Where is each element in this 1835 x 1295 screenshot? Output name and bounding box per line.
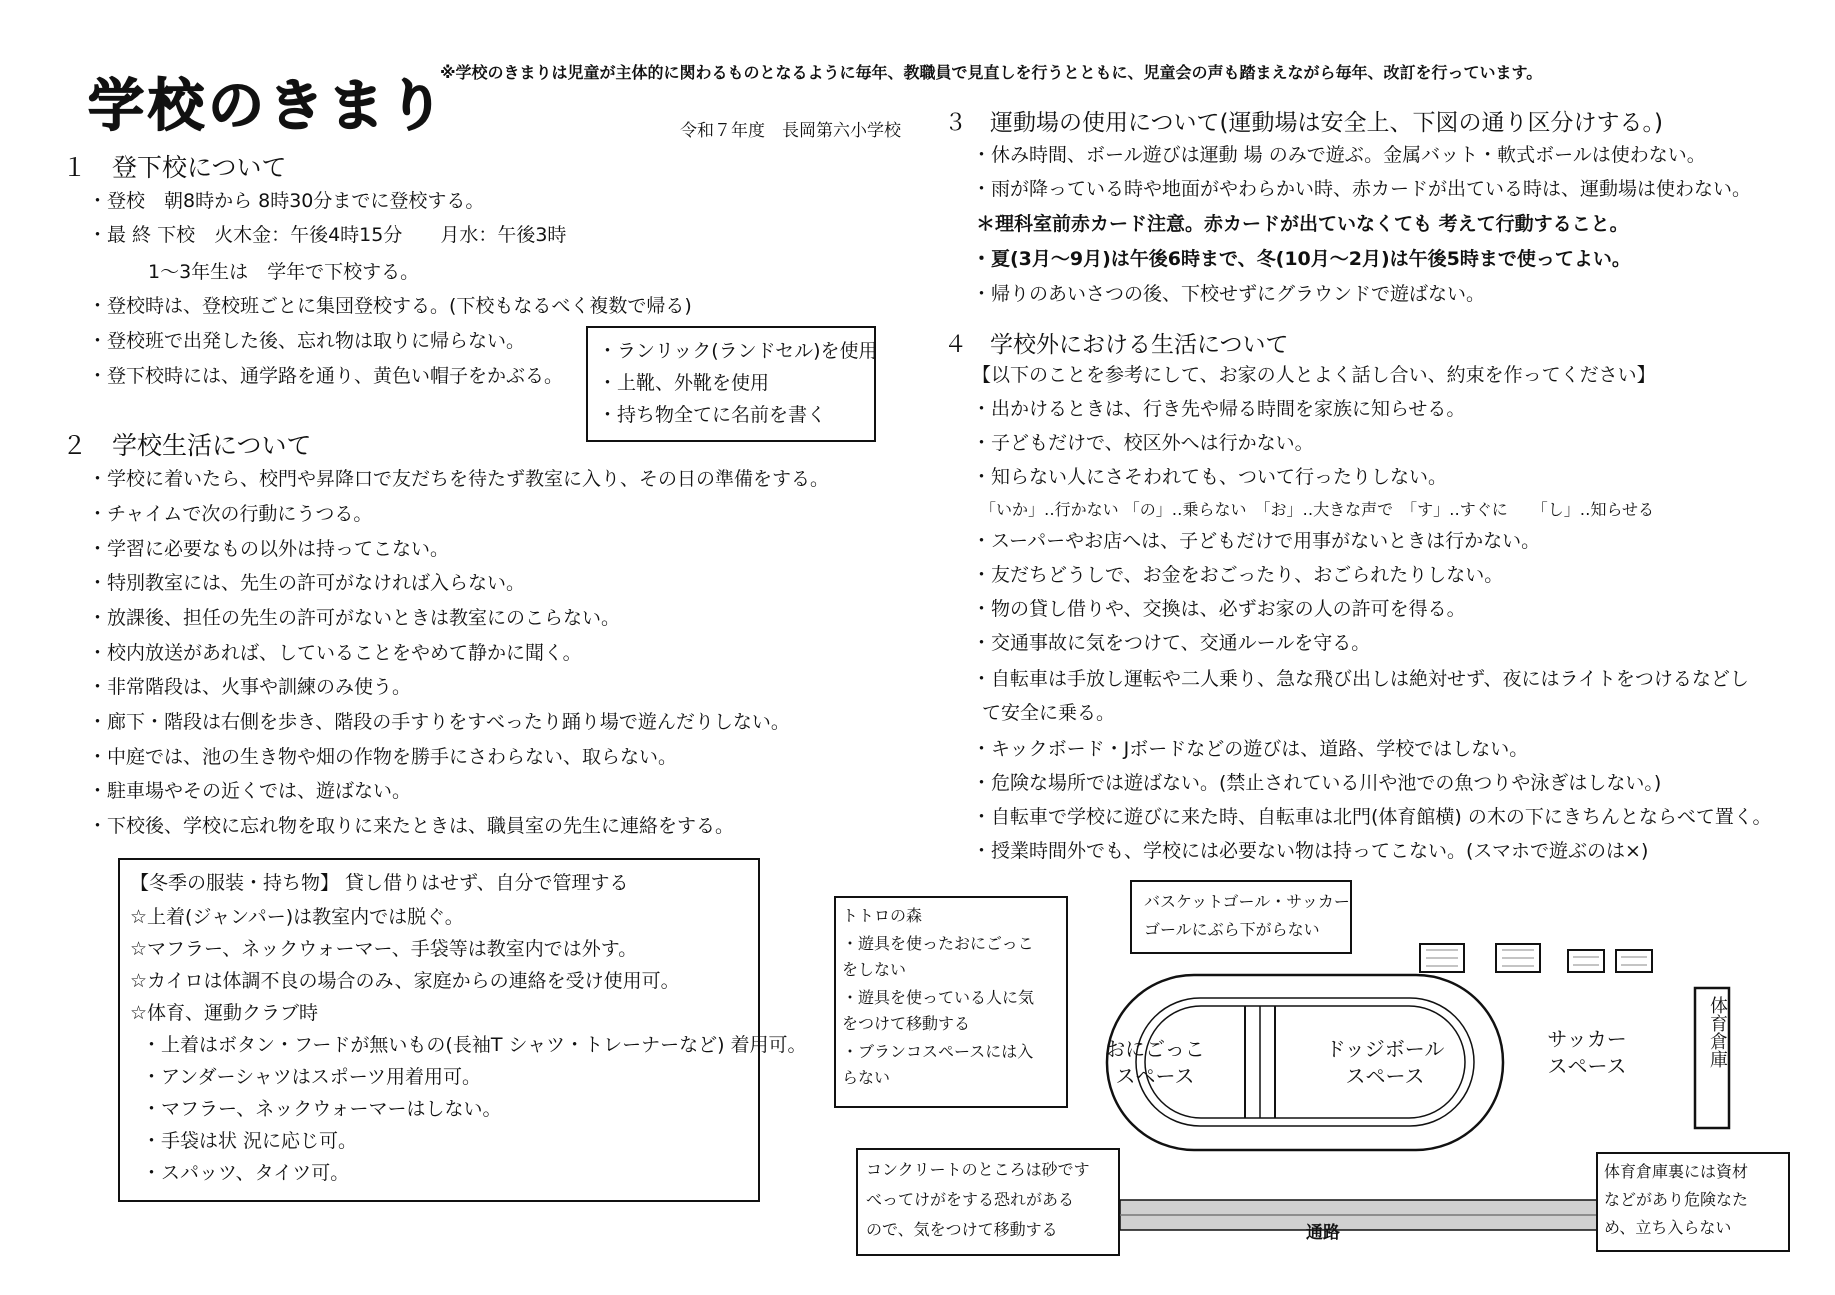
s2-line: ・中庭では、池の生き物や畑の作物を勝手にさわらない、取らない。 (88, 746, 678, 768)
s4-line: 【以下のことを参考にして、お家の人とよく話し合い、約束を作ってください】 (972, 364, 1656, 386)
storage-behind-line: 体育倉庫裏には資材 (1604, 1162, 1749, 1181)
winter-line: ・上着はボタン・フードが無いもの(長袖T シャツ・トレーナーなど) 着用可。 (142, 1034, 807, 1056)
basket-line: ゴールにぶら下がらない (1144, 920, 1320, 939)
totoro-forest-box (834, 896, 1068, 1108)
winter-line: ☆カイロは体調不良の場合のみ、家庭からの連絡を受け使用可。 (130, 970, 680, 992)
winter-line: ☆上着(ジャンパー)は教室内では脱ぐ。 (130, 906, 464, 928)
s4-line: ・物の貸し借りや、交換は、必ずお家の人の許可を得る。 (972, 598, 1466, 620)
storage-label: 体育倉庫 (1707, 996, 1728, 1068)
totoro-line: ・ブランコスペースには入 (842, 1042, 1034, 1061)
dodgeball-space-line: スペース (1345, 1064, 1425, 1088)
s3-line: ・雨が降っている時や地面がやわらかい時、赤カードが出ている時は、運動場は使わない。 (972, 178, 1752, 200)
dodgeball-space-line: ドッジボール (1325, 1037, 1445, 1061)
s3-line: ・夏(3月～9月)は午後6時まで、冬(10月～2月)は午後5時まで使ってよい。 (972, 248, 1631, 270)
s3-line: ＊理科室前赤カード注意。赤カードが出ていなくても 考えて行動すること。 (976, 213, 1629, 235)
s2-line: ・下校後、学校に忘れ物を取りに来たときは、職員室の先生に連絡をする。 (88, 815, 735, 837)
section-3-heading: ３ 運動場の使用について(運動場は安全上、下図の通り区分けする。) (944, 110, 1663, 136)
s2-line: ・特別教室には、先生の許可がなければ入らない。 (88, 572, 526, 594)
s4-line: ・キックボード・Jボードなどの遊びは、道路、学校ではしない。 (972, 738, 1529, 760)
soccer-goal-icon (1496, 944, 1540, 972)
winter-line: ・スパッツ、タイツ可。 (142, 1162, 350, 1184)
storage-behind-line: め、立ち入らない (1604, 1218, 1732, 1237)
s2-line: ・駐車場やその近くでは、遊ばない。 (88, 780, 412, 802)
s1-line: 1～3年生は 学年で下校する。 (148, 261, 420, 283)
s1-line: ・登校班で出発した後、忘れ物は取りに帰らない。 (88, 330, 526, 352)
s4-line: ・授業時間外でも、学校には必要ない物は持ってこない。(スマホで遊ぶのは×) (972, 840, 1649, 862)
totoro-line: らない (842, 1068, 891, 1087)
s2-line: ・チャイムで次の行動にうつる。 (88, 503, 373, 525)
section-1-heading: １ 登下校について (62, 153, 287, 182)
tag-space-line: スペース (1115, 1064, 1195, 1088)
storage-behind-box (1596, 1152, 1790, 1252)
s3-line: ・帰りのあいさつの後、下校せずにグラウンドで遊ばない。 (972, 283, 1486, 305)
s4-line: ・出かけるときは、行き先や帰る時間を家族に知らせる。 (972, 398, 1466, 420)
s4-line: て安全に乗る。 (982, 702, 1116, 724)
year-school-label: 令和７年度 長岡第六小学校 (680, 121, 901, 141)
winter-rules-box (118, 858, 807, 1202)
dodgeball-space-label (1310, 1036, 1460, 1090)
soccer-goal-icon (1420, 944, 1464, 972)
revision-notice: ※学校のきまりは児童が主体的に関わるものとなるように毎年、教職員で見直しを行うとともに、児童会の声も踏まえながら毎年、改訂を行っています。 (440, 63, 1543, 82)
winter-line: ☆体育、運動クラブ時 (130, 1002, 319, 1024)
s4-line: ・友だちどうしで、お金をおごったり、おごられたりしない。 (972, 564, 1504, 586)
s2-line: ・学校に着いたら、校門や昇降口で友だちを待たず教室に入り、その日の準備をする。 (88, 468, 830, 490)
belongings-line: ・持ち物全てに名前を書く (598, 404, 827, 426)
s4-line: ・自転車は手放し運転や二人乗り、急な飛び出しは絶対せず、夜にはライトをつけるなどし (972, 668, 1749, 690)
basket-goal-box (1130, 880, 1352, 954)
totoro-line: をつけて移動する (842, 1014, 971, 1033)
concrete-line: ので、気をつけて移動する (866, 1220, 1058, 1239)
concrete-warning-box (856, 1148, 1120, 1256)
totoro-line: ・遊具を使ったおにごっこ (842, 934, 1034, 953)
s1-line: ・最 終 下校 火木金：午後4時15分 月水：午後3時 (88, 224, 567, 246)
soccer-goal-icon (1568, 950, 1604, 972)
s2-line: ・非常階段は、火事や訓練のみ使う。 (88, 676, 412, 698)
s4-line: ・自転車で学校に遊びに来た時、自転車は北門(体育館横) の木の下にきちんとならべて置く。 (972, 806, 1772, 828)
tag-space-line: おにごっこ (1105, 1037, 1205, 1061)
s4-line: ・知らない人にさそわれても、ついて行ったりしない。 (972, 466, 1448, 488)
s1-line: ・登下校時には、通学路を通り、黄色い帽子をかぶる。 (88, 365, 564, 387)
concrete-line: コンクリートのところは砂です (866, 1160, 1090, 1179)
belongings-line: ・ランリック(ランドセル)を使用 (598, 340, 878, 362)
totoro-line: をしない (842, 960, 907, 979)
road-label: 通路 (1306, 1223, 1340, 1243)
belongings-line: ・上靴、外靴を使用 (598, 372, 770, 394)
s2-line: ・校内放送があれば、していることをやめて静かに聞く。 (88, 642, 582, 664)
soccer-space-line: サッカー (1547, 1027, 1627, 1051)
basket-line: バスケットゴール・サッカー (1144, 892, 1350, 911)
s4-line: ・交通事故に気をつけて、交通ルールを守る。 (972, 632, 1371, 654)
page-title: 学校のきまり (88, 74, 448, 139)
concrete-line: べってけがをする恐れがある (866, 1190, 1075, 1209)
tag-space-label (1090, 1036, 1220, 1090)
s4-line: ・子どもだけで、校区外へは行かない。 (972, 432, 1314, 454)
s4-line: ・危険な場所では遊ばない。(禁止されている川や池での魚つりや泳ぎはしない。) (972, 772, 1662, 794)
winter-line: ・アンダーシャツはスポーツ用着用可。 (142, 1066, 481, 1088)
s1-line: ・登校 朝8時から 8時30分までに登校する。 (88, 190, 485, 212)
winter-heading: 【冬季の服装・持ち物】 貸し借りはせず、自分で管理する (130, 872, 629, 894)
winter-line: ・手袋は状 況に応じ可。 (142, 1130, 358, 1152)
s4-line: ・スーパーやお店へは、子どもだけで用事がないときは行かない。 (972, 530, 1541, 552)
s2-line: ・放課後、担任の先生の許可がないときは教室にのこらない。 (88, 607, 621, 629)
s2-line: ・廊下・階段は右側を歩き、階段の手すりをすべったり踊り場で遊んだりしない。 (88, 711, 790, 733)
s4-line: 「いか」‥行かない 「の」‥乗らない 「お」‥大きな声で 「す」‥すぐに 「し」‥知らせる (980, 500, 1655, 519)
s1-line: ・登校時は、登校班ごとに集団登校する。(下校もなるべく複数で帰る) (88, 295, 692, 317)
belongings-box (586, 326, 876, 442)
s2-line: ・学習に必要なもの以外は持ってこない。 (88, 538, 450, 560)
soccer-space-line: スペース (1547, 1054, 1627, 1078)
winter-line: ☆マフラー、ネックウォーマー、手袋等は教室内では外す。 (130, 938, 638, 960)
storage-behind-line: などがあり危険なた (1604, 1190, 1749, 1209)
s3-line: ・休み時間、ボール遊びは運動 場 のみで遊ぶ。金属バット・軟式ボールは使わない。 (972, 144, 1706, 166)
soccer-space-label (1532, 1026, 1642, 1080)
section-4-heading: ４ 学校外における生活について (944, 332, 1289, 358)
winter-line: ・マフラー、ネックウォーマーはしない。 (142, 1098, 502, 1120)
totoro-line: トトロの森 (842, 906, 923, 925)
section-2-heading: ２ 学校生活について (62, 431, 312, 460)
totoro-line: ・遊具を使っている人に気 (842, 988, 1035, 1007)
soccer-goal-icon (1616, 950, 1652, 972)
